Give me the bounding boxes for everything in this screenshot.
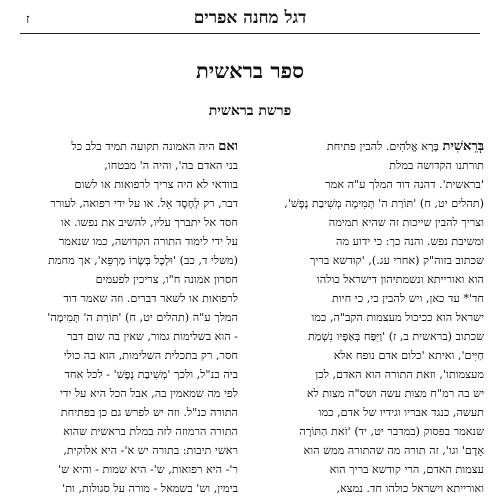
column-line: המלך ע"ה (תהלים יט, ח) 'תּוֹרַת ה' תְּמִימָה' [47, 311, 238, 324]
column-line: שכתוב בזוה"ק (אחרי עג.), 'קודשא בריך [309, 254, 484, 267]
left-column [16, 137, 238, 498]
column-line: לפי מה שמאמין בה, אבל הכל היא על ידי [60, 387, 238, 400]
column-line: שכתוב (בראשית ב, ז) 'וַיִּפַּח בְּאַפָּיו נִשְׁמַת [307, 330, 484, 343]
parsha-title: פרשת בראשית [208, 103, 292, 119]
column-line: - הוא בשלימות גמור, שאין בה שום דבר [67, 330, 238, 343]
column-line: דבר, רק לְחֶסֶד אֵל. או על ידי רפואה, לעורר [50, 197, 238, 210]
column-line: בני האדם בה', והיה ה' מבטחו, [104, 159, 238, 172]
running-head: דגל מחנה אפרים [193, 8, 307, 28]
column-line: ר'- היא רפואות, ש'- היא שמות - והיא ש' [58, 463, 238, 476]
column-line: תורתנו הקדושה במלת [389, 159, 484, 172]
column-line: ראשי תיבות: בתורה יש א'- היא אלוקית, [63, 444, 238, 457]
column-line: בוודאי לא היה צריך לרפואות או לשום [74, 178, 238, 191]
column-line: ביה כנ"ל, ולכך 'מְשִׁיבַת נָפֶשׁ' - לכל אחד [64, 368, 238, 381]
column-line: חסרון אמונה ח"ו, צריכין לפעמים [95, 273, 238, 286]
column-line: לרפואות או לשאר דברים. וזה שאמר דוד [63, 292, 238, 305]
column-line: ישראל הוא ככיכול מעצמות הקב"ה, כמו [311, 311, 484, 324]
column-line: חד'* עד כאן, ויש להבין כי, כי חיות [331, 292, 484, 305]
column-line: חַיִּים', ואיתא 'כלום אדם נופח אלא [333, 349, 484, 362]
column-line: על ידי לימוד התורה הקדושה, כמו שנאמר [58, 235, 238, 248]
column-line: אָדָם' וגו', זה תורה מה שהתורה ממש הוא [303, 444, 484, 457]
column-line: התורה כנ"ל. וזה יש לפרש גם כן בפתיחת [60, 406, 238, 419]
header-rule [20, 33, 480, 34]
column-line: בימין, וש' בשמאל - מורה על סגולות, ות' [62, 482, 238, 495]
column-line: הוא ואורייתא ונשמתיהון דישראל כולהו [316, 273, 484, 286]
lead-word: בְּרֵאשִׁית [442, 139, 484, 154]
column-line [16, 137, 238, 156]
column-line [262, 137, 484, 156]
column-line: שנאמר בפסוק (במדבר יט, יד) 'זֹאת הַתּוֹרָה [299, 425, 484, 438]
column-line: מעצמותו', וזאת התורה הוא האדם, לכן [315, 368, 484, 381]
column-line: ומשיבת נפש. והנה כך: כי ידוע מה [336, 235, 484, 248]
first-line-text: היה האמונה תקועה תמיד בלב כל [71, 140, 219, 153]
column-line: חסד אל יתברך עליו, להשיב את נפשו. או [60, 216, 238, 229]
column-line: תעשה, כנגד אבריו וגידיו של אדם, כמו [318, 406, 484, 419]
column-line: (משלי ד, כב) 'וּלְכָל בְּשָׂרוֹ מַרְפֵּא', אך מחמת [48, 254, 238, 267]
first-line-text: בָּרָא אֱלֹהִים. להבין פתיחת [326, 140, 443, 153]
lead-word: ואם [218, 139, 238, 154]
column-line: התורה הרמוזה לזה במלת בראשית שהוא [63, 425, 238, 438]
column-line: ואורייתא וישראל כולהו חד. נמצא, [336, 482, 484, 495]
column-line: חסר, רק בתכלית השלימות, הוא בה כולי [63, 349, 238, 362]
column-line: 'בראשית'. דהנה דוד המלך ע"ה אמר [325, 178, 484, 191]
column-line: וצריך להבין שייכות זה שהיא תמימה [328, 216, 484, 229]
column-line: עצמות האדם, הרי קודשא בריך הוא [329, 463, 484, 476]
book-title: ספר בראשית [195, 58, 305, 83]
column-line: יש בה רמ"ח מצות עשה ושס"ה מצות לא [306, 387, 484, 400]
page-number: ז [26, 12, 30, 27]
column-line: (תהלים יט, ח) 'תּוֹרַת ה' תְּמִימָה מְשִׁיבַת נָפֶשׁ', [284, 197, 484, 210]
page-header [20, 4, 480, 32]
right-column [262, 137, 484, 498]
